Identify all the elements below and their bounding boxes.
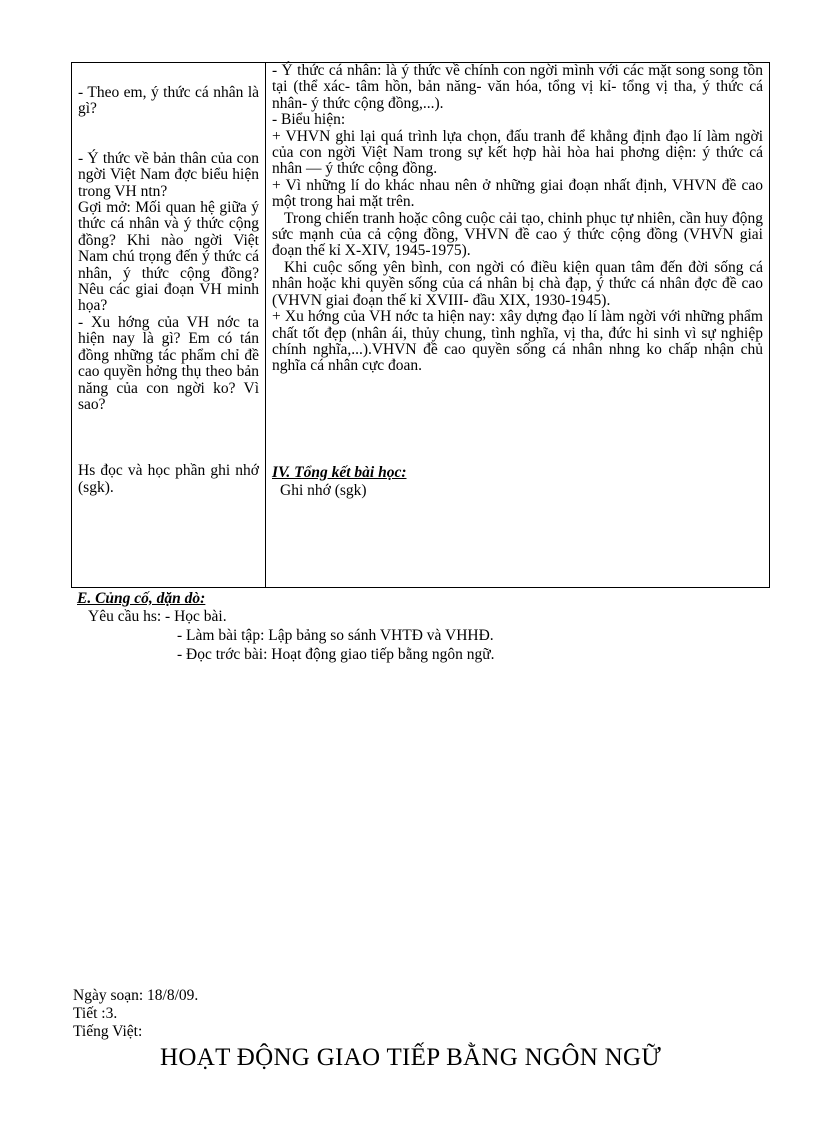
- summary-instruction: Hs đọc và học phần ghi nhớ (sgk).: [78, 462, 263, 496]
- questions-column: [72, 63, 266, 588]
- question-self-expression: - Ý thức về bản thân của con ngời Việt Nam đợc biểu hiện trong VH ntn?: [78, 149, 263, 200]
- question-hint: Gợi mở: Mối quan hệ giữa ý thức cá nhân và ý thức cộng đồng? Khi nào ngời Việt Nam chú trọng đến ý thức cá nhân, ý thức cộng đồng? Nêu các giai đoạn VH minh họa?: [78, 199, 263, 315]
- lesson-table: [71, 62, 770, 588]
- answers-column: [266, 63, 770, 588]
- question-individual-consciousness: - Theo em, ý thức cá nhân là gì?: [78, 84, 263, 118]
- answer-definition: - Ý thức cá nhân: là ý thức về chính con ngời mình với các mặt song song tồn tại (thể xác- tâm hồn, bản năng- văn hóa, tổng vị kỉ- tổng vị tha, ý thức cá nhân- ý thức cộng đồng,...).: [272, 62, 767, 112]
- answer-current-trend: + Xu hớng của VH nớc ta hiện nay: xây dựng đạo lí làm ngời với những phẩm chất tốt đẹp (nhân ái, thủy chung, tình nghĩa, vị tha, đức hi sinh vì sự nghiệp chính nghĩa,...).VHVN đề cao quyền sống cá nhân nhng ko chấp nhận chủ nghĩa cá nhân cực đoan.: [272, 308, 767, 375]
- requirement-line-2: - Làm bài tập: Lập bảng so sánh VHTĐ và VHHĐ.: [177, 627, 494, 644]
- answer-expression-heading: - Biểu hiện:: [272, 111, 346, 129]
- answer-expression-1: + VHVN ghi lại quá trình lựa chọn, đấu tranh để khẳng định đạo lí làm ngời của con ngời Việt Nam trong sự kết hợp hài hòa hai phơng diện: ý thức cá nhân — ý thức cộng đồng.: [272, 127, 767, 178]
- question-trend: - Xu hớng của VH nớc ta hiện nay là gì? Em có tán đồng những tác phẩm chỉ đề cao quyền hởng thụ theo bản năng của con ngời ko? Vì sao?: [78, 313, 263, 413]
- section-e-title: E. Củng cố, dặn dò:: [77, 590, 206, 607]
- answer-expression-2: + Vì những lí do khác nhau nên ở những giai đoạn nhất định, VHVN đề cao một trong hai mặt trên.: [272, 176, 767, 211]
- lesson-period: Tiết :3.: [73, 1005, 118, 1022]
- summary-text: Ghi nhớ (sgk): [280, 482, 367, 500]
- requirement-line-3: - Đọc trớc bài: Hoạt động giao tiếp bằng ngôn ngữ.: [177, 646, 495, 663]
- lesson-title: HOẠT ĐỘNG GIAO TIẾP BẰNG NGÔN NGỮ: [160, 1044, 662, 1071]
- requirement-line-1: Yêu cầu hs: - Học bài.: [88, 608, 227, 625]
- summary-title: IV. Tổng kết bài học:: [272, 463, 407, 481]
- preparation-date: Ngày soạn: 18/8/09.: [73, 987, 199, 1004]
- answer-war-period: Trong chiến tranh hoặc công cuộc cải tạo, chinh phục tự nhiên, cần huy động sức mạnh của cả cộng đồng, VHVN đề cao ý thức cộng đồng (VHVN giai đoạn thế kỉ X-XIV, 1945-1975).: [272, 209, 767, 260]
- subject-label: Tiếng Việt:: [73, 1023, 143, 1040]
- answer-peace-period: Khi cuộc sống yên bình, con ngời có điều kiện quan tâm đến đời sống cá nhân hoặc khi quyền sống của cá nhân bị chà đạp, ý thức cá nhân đợc đề cao (VHVN giai đoạn thế kỉ XVIII- đầu XIX, 1930-1945).: [272, 258, 767, 309]
